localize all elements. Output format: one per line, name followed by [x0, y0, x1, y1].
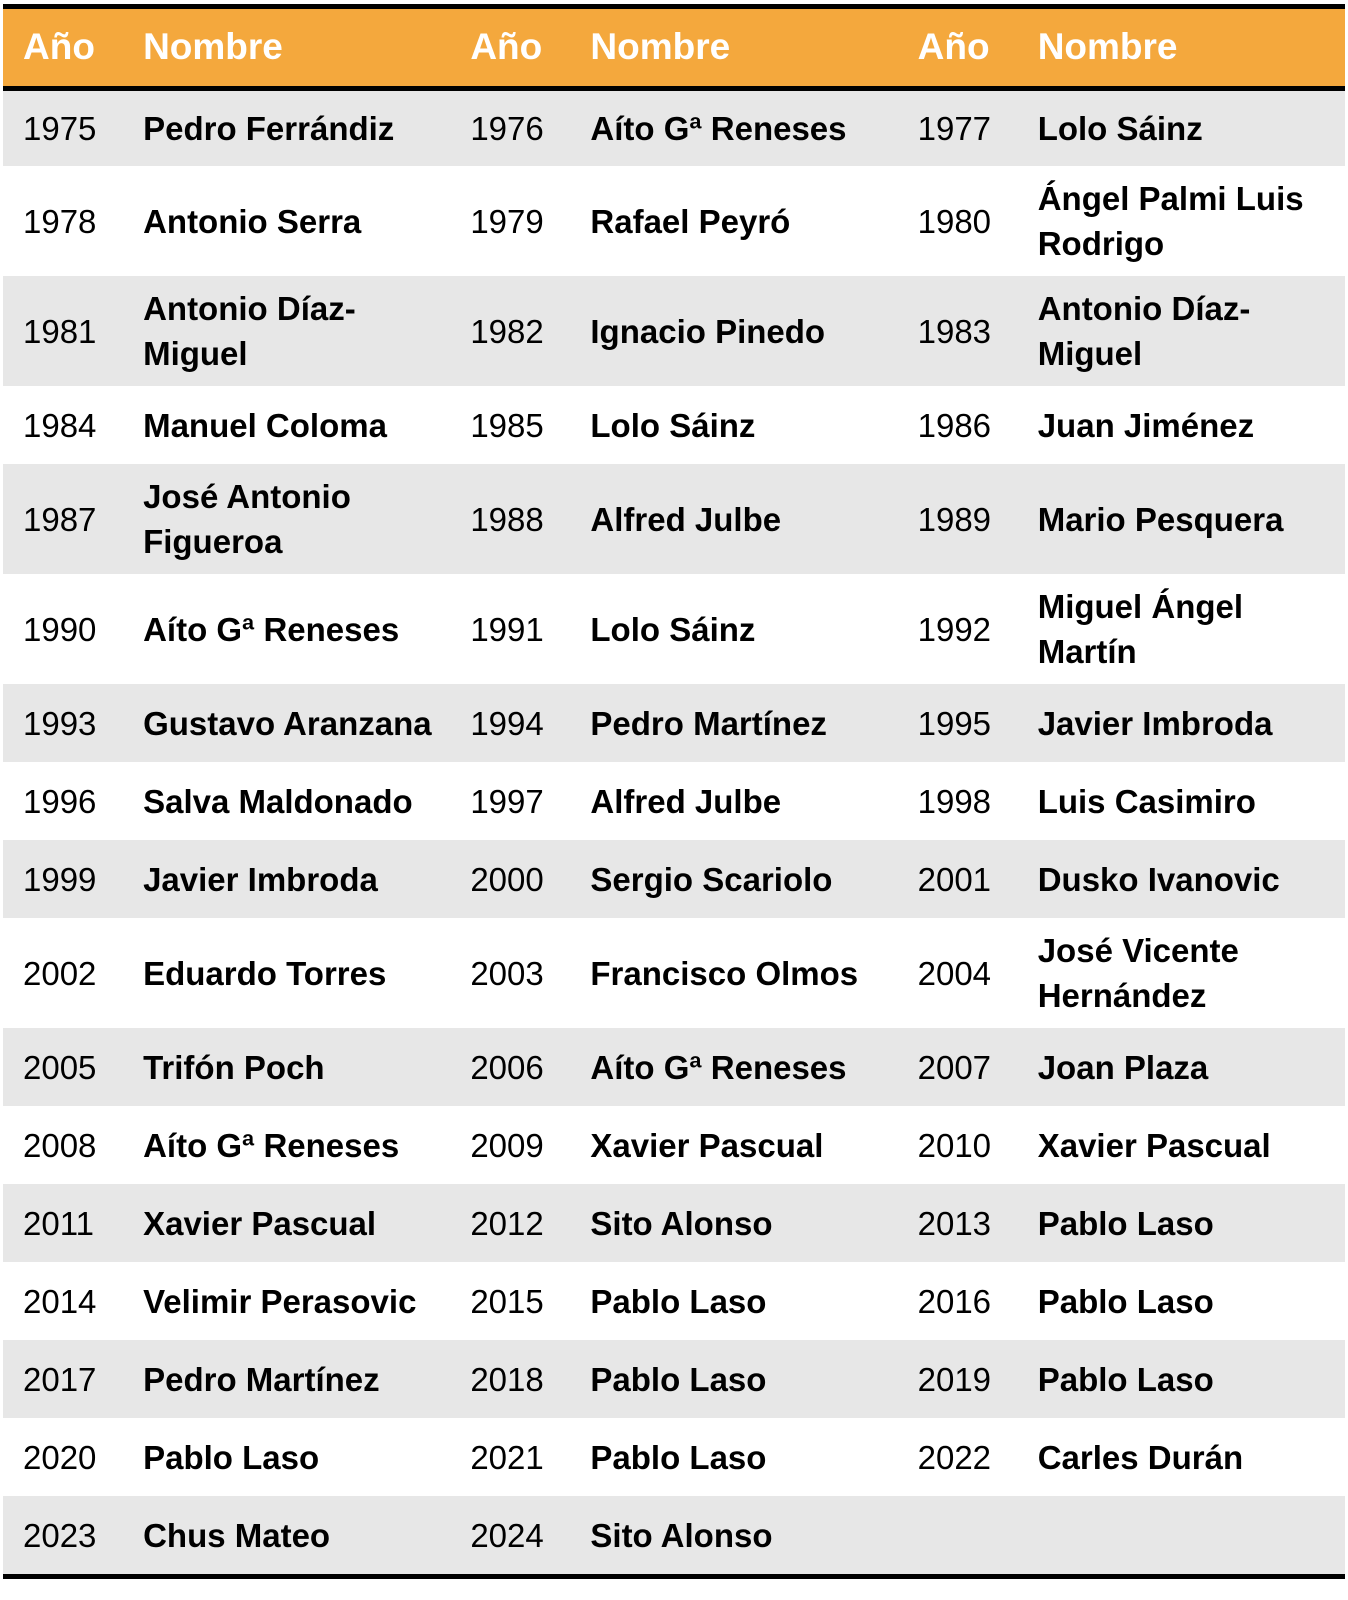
year-cell: 1992: [917, 610, 992, 648]
year-cell: 1994: [470, 704, 544, 742]
year-cell: 2010: [917, 1126, 992, 1164]
year-cell: 1985: [470, 406, 544, 444]
year-cell: 2013: [917, 1204, 992, 1242]
year-cell: 1976: [470, 109, 544, 147]
coach-name-cell: Lolo Sáinz: [590, 610, 756, 648]
header-name-3: Nombre: [1018, 9, 1345, 88]
table-row: [3, 1262, 1345, 1340]
year-cell: 1978: [23, 202, 97, 240]
coach-name-cell: Sito Alonso: [590, 1516, 773, 1554]
coach-name-cell: Pedro Martínez: [590, 704, 827, 742]
coach-name-cell: Sergio Scariolo: [590, 860, 833, 898]
coach-name-cell: Francisco Olmos: [590, 954, 859, 992]
coach-name-cell: Chus Mateo: [143, 1516, 331, 1554]
year-cell: 1998: [917, 782, 992, 820]
coach-name-cell: Pablo Laso: [590, 1438, 767, 1476]
table-row: [3, 840, 1345, 918]
table-row: [3, 276, 1345, 386]
coach-name-cell: Juan Jiménez: [1037, 406, 1255, 444]
year-cell: 2007: [917, 1048, 992, 1086]
coach-name-cell: [1018, 1496, 1345, 1574]
year-cell: 2011: [23, 1204, 94, 1242]
year-cell: 1988: [470, 500, 544, 538]
coach-name-cell: Pablo Laso: [143, 1438, 320, 1476]
table-header: [3, 9, 1345, 88]
year-cell: 1999: [23, 860, 97, 898]
coach-name-cell: Sito Alonso: [590, 1204, 773, 1242]
year-cell: 2009: [470, 1126, 544, 1164]
year-cell: 2017: [23, 1360, 97, 1398]
year-cell: 1987: [23, 500, 97, 538]
table-row: [3, 1184, 1345, 1262]
coach-name-cell: Aíto Gª Reneses: [590, 109, 847, 147]
coach-name-cell: Antonio Díaz-Miguel: [143, 290, 356, 372]
year-cell: 1984: [23, 406, 97, 444]
table-row: [3, 1418, 1345, 1496]
year-cell: 1990: [23, 610, 97, 648]
year-cell: 1993: [23, 704, 97, 742]
coach-name-cell: Xavier Pascual: [143, 1204, 377, 1242]
year-cell: 2000: [470, 860, 544, 898]
coach-name-cell: Salva Maldonado: [143, 782, 413, 820]
table-row: [3, 684, 1345, 762]
coach-name-cell: Gustavo Aranzana: [143, 704, 432, 742]
table-row: [3, 464, 1345, 574]
header-name-1: Nombre: [123, 9, 450, 88]
year-cell: 1979: [470, 202, 544, 240]
year-cell: 1981: [23, 312, 97, 350]
year-cell: 2021: [470, 1438, 544, 1476]
coach-name-cell: Manuel Coloma: [143, 406, 387, 444]
coaches-table-container: [3, 4, 1345, 1579]
year-cell: 2012: [470, 1204, 544, 1242]
header-name-2: Nombre: [570, 9, 897, 88]
table-row: [3, 1028, 1345, 1106]
year-cell: 2002: [23, 954, 97, 992]
year-cell: 2005: [23, 1048, 97, 1086]
table-row: [3, 1496, 1345, 1574]
year-cell: 1977: [917, 109, 992, 147]
year-cell: 2015: [470, 1282, 544, 1320]
coach-name-cell: Alfred Julbe: [590, 500, 782, 538]
coach-name-cell: Antonio Díaz-Miguel: [1037, 290, 1251, 372]
coach-name-cell: Ángel Palmi Luis Rodrigo: [1037, 180, 1304, 262]
year-cell: 1997: [470, 782, 544, 820]
year-cell: 2004: [917, 954, 992, 992]
year-cell: 2019: [917, 1360, 992, 1398]
header-year-3: Año: [898, 9, 1018, 88]
coach-name-cell: Lolo Sáinz: [590, 406, 756, 444]
coach-name-cell: Pablo Laso: [1037, 1282, 1214, 1320]
year-cell: 1975: [23, 109, 97, 147]
year-cell: 2001: [917, 860, 992, 898]
coach-name-cell: Lolo Sáinz: [1037, 109, 1203, 147]
coach-name-cell: Pedro Martínez: [143, 1360, 380, 1398]
table-row: [3, 762, 1345, 840]
coach-name-cell: Alfred Julbe: [590, 782, 782, 820]
coach-name-cell: Pablo Laso: [590, 1282, 767, 1320]
header-year-1: Año: [3, 9, 123, 88]
table-row: [3, 1106, 1345, 1184]
year-cell: 2008: [23, 1126, 97, 1164]
year-cell: 2022: [917, 1438, 992, 1476]
coach-name-cell: Javier Imbroda: [143, 860, 378, 898]
coach-name-cell: Aíto Gª Reneses: [143, 1126, 400, 1164]
coach-name-cell: Mario Pesquera: [1037, 500, 1284, 538]
coach-name-cell: Pedro Ferrándiz: [143, 109, 395, 147]
coach-name-cell: Eduardo Torres: [143, 954, 387, 992]
coach-name-cell: Velimir Perasovic: [143, 1282, 417, 1320]
coach-name-cell: Antonio Serra: [143, 202, 362, 240]
year-cell: 1989: [917, 500, 992, 538]
coach-name-cell: Aíto Gª Reneses: [590, 1048, 847, 1086]
year-cell: 1980: [917, 202, 992, 240]
year-cell: 1983: [917, 312, 992, 350]
coach-name-cell: Aíto Gª Reneses: [143, 610, 400, 648]
coach-name-cell: José Antonio Figueroa: [143, 478, 351, 560]
table-body: [3, 88, 1345, 1574]
year-cell: 1996: [23, 782, 97, 820]
coach-name-cell: Luis Casimiro: [1037, 782, 1256, 820]
year-cell: 2014: [23, 1282, 97, 1320]
year-cell: 2018: [470, 1360, 544, 1398]
year-cell: 2006: [470, 1048, 544, 1086]
coach-name-cell: Ignacio Pinedo: [590, 312, 826, 350]
year-cell: 1995: [917, 704, 992, 742]
year-cell: 2024: [470, 1516, 544, 1554]
header-year-2: Año: [450, 9, 570, 88]
coach-name-cell: José Vicente Hernández: [1037, 932, 1239, 1014]
coach-name-cell: Miguel Ángel Martín: [1037, 588, 1244, 670]
year-cell: 1986: [917, 406, 992, 444]
year-cell: 2023: [23, 1516, 97, 1554]
table-row: [3, 918, 1345, 1028]
table-row: [3, 386, 1345, 464]
table-row: [3, 1340, 1345, 1418]
year-cell: 1991: [470, 610, 544, 648]
year-cell: [898, 1496, 1018, 1574]
header-row: [3, 9, 1345, 88]
coaches-table: [3, 9, 1345, 1574]
year-cell: 2020: [23, 1438, 97, 1476]
table-row: [3, 166, 1345, 276]
table-row: [3, 574, 1345, 684]
coach-name-cell: Pablo Laso: [590, 1360, 767, 1398]
coach-name-cell: Dusko Ivanovic: [1037, 860, 1280, 898]
coach-name-cell: Rafael Peyró: [590, 202, 791, 240]
year-cell: 1982: [470, 312, 544, 350]
coach-name-cell: Xavier Pascual: [590, 1126, 824, 1164]
year-cell: 2016: [917, 1282, 992, 1320]
coach-name-cell: Pablo Laso: [1037, 1360, 1214, 1398]
coach-name-cell: Pablo Laso: [1037, 1204, 1214, 1242]
coach-name-cell: Javier Imbroda: [1037, 704, 1273, 742]
coach-name-cell: Carles Durán: [1037, 1438, 1244, 1476]
coach-name-cell: Joan Plaza: [1037, 1048, 1209, 1086]
coach-name-cell: Xavier Pascual: [1037, 1126, 1271, 1164]
year-cell: 2003: [470, 954, 544, 992]
coach-name-cell: Trifón Poch: [143, 1048, 325, 1086]
table-row: [3, 88, 1345, 166]
